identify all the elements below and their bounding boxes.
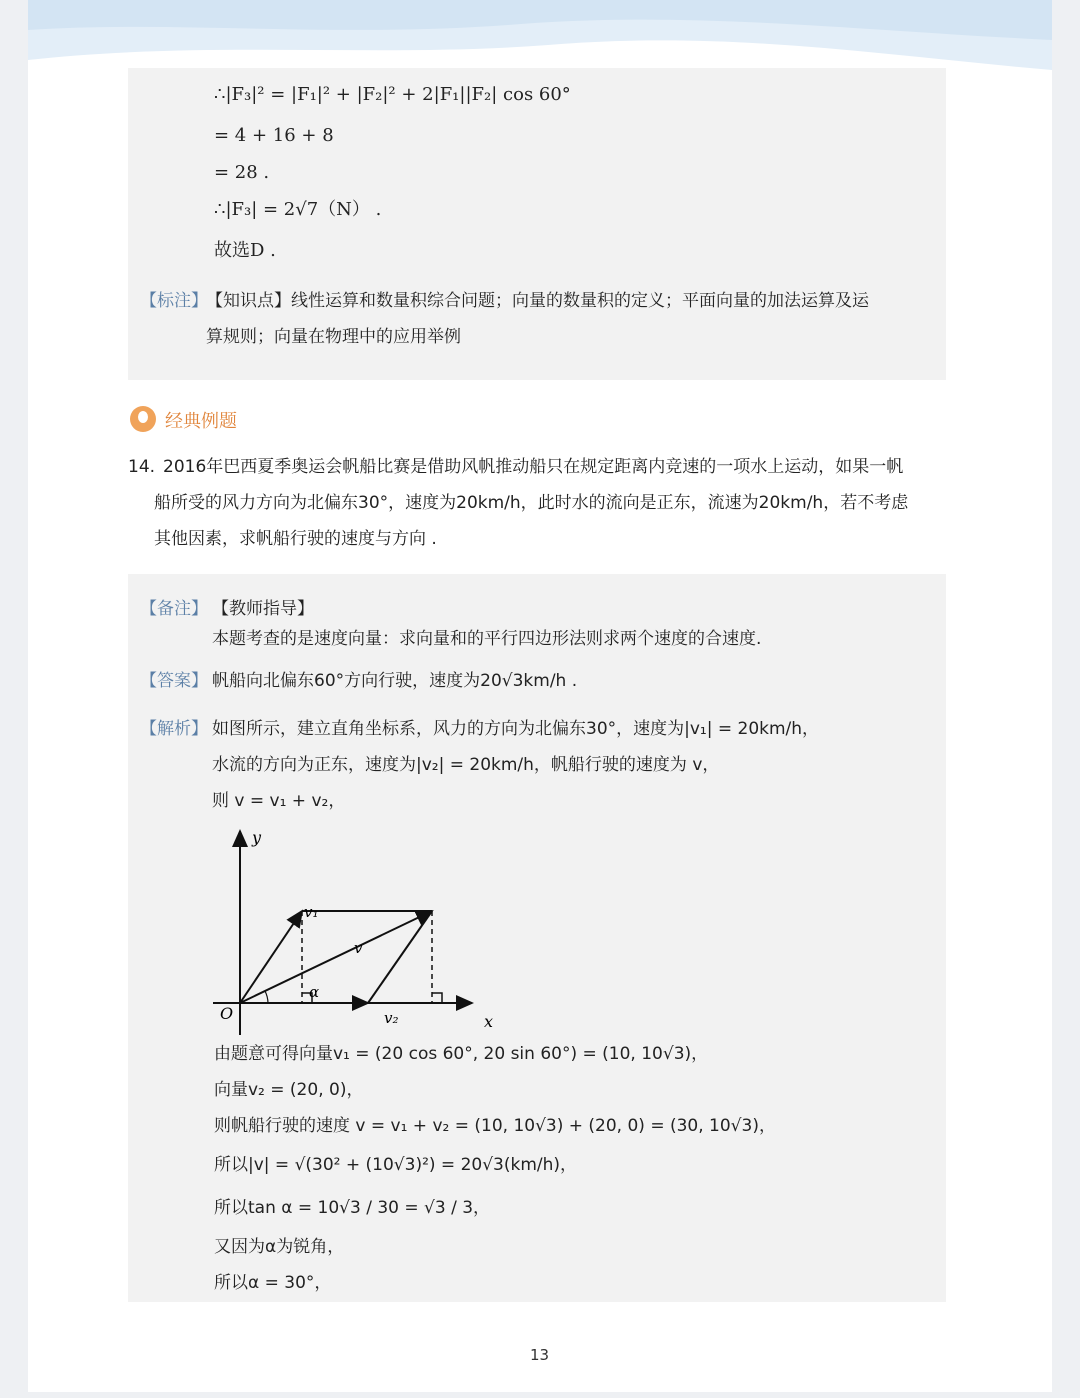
angle-arc [265,991,268,1003]
question-number: 14. [128,457,156,477]
section-title: 经典例题 [165,411,237,432]
analysis-line: 水流的方向为正东，速度为|v₂| = 20km/h，帆船行驶的速度为 v， [212,755,720,775]
after-line: 由题意可得向量v₁ = (20 cos 60°, 20 sin 60°) = (10, 10√3)， [214,1044,709,1064]
label-alpha: α [309,983,320,1001]
label-x: x [484,1012,494,1031]
solution-line: 故选D . [214,240,276,261]
note-line: 【知识点】线性运算和数量积综合问题；向量的数量积的定义；平面向量的加法运算及运 [206,291,869,311]
answer-tag: 【答案】 [140,671,208,691]
analysis-line: 如图所示，建立直角坐标系，风力的方向为北偏东30°，速度为|v₁| = 20km/h， [212,719,820,739]
after-line: 所以tan α = 10√3 / 30 = √3 / 3， [214,1198,491,1218]
page-number: 13 [530,1346,550,1364]
analysis-line: 则 v = v₁ + v₂， [212,791,346,811]
vector-figure [208,825,498,1035]
question-line: 2016年巴西夏季奥运会帆船比赛是借助风帆推动船只在规定距离内竞速的一项水上运动，如果一帆 [163,457,904,477]
question-line: 船所受的风力方向为北偏东30°，速度为20km/h，此时水的流向是正东，流速为20km/h，若不考虑 [154,493,909,513]
label-origin: O [220,1004,234,1023]
remark-text: 本题考查的是速度向量：求向量和的平行四边形法则求两个速度的合速度. [212,629,762,649]
remark-tag: 【备注】 [140,599,208,619]
solution-line: ∴|F₃| = 2√7（N） . [214,199,382,220]
after-line: 则帆船行驶的速度 v = v₁ + v₂ = (10, 10√3) + (20, 0) = (30, 10√3)， [214,1116,776,1136]
after-line: 又因为α为锐角， [214,1237,345,1257]
parallel-right [368,911,432,1003]
label-y: y [252,828,262,847]
solution-line: ∴|F₃|² = |F₁|² + |F₂|² + 2|F₁||F₂| cos 60° [214,84,571,105]
question-line: 其他因素，求帆船行驶的速度与方向 . [154,529,437,549]
note-line: 算规则；向量在物理中的应用举例 [206,327,461,347]
label-v2: v₂ [384,1009,399,1027]
solution-line: = 4 + 16 + 8 [214,125,334,146]
right-angle-right [432,993,442,1003]
remark-title: 【教师指导】 [212,599,314,619]
label-v: v [354,939,363,957]
after-line: 所以α = 30°， [214,1273,332,1293]
note-tag: 【标注】 [140,291,208,311]
analysis-tag: 【解析】 [140,719,208,739]
vector-v [240,911,432,1003]
bulb-icon [130,406,156,432]
after-line: 向量v₂ = (20, 0)， [214,1080,364,1100]
answer-text: 帆船向北偏东60°方向行驶，速度为20√3km/h . [212,671,578,691]
label-v1: v₁ [304,903,319,921]
solution-line: = 28 . [214,162,270,183]
after-line: 所以|v| = √(30² + (10√3)²) = 20√3(km/h)， [214,1155,578,1175]
page [28,0,1052,1392]
